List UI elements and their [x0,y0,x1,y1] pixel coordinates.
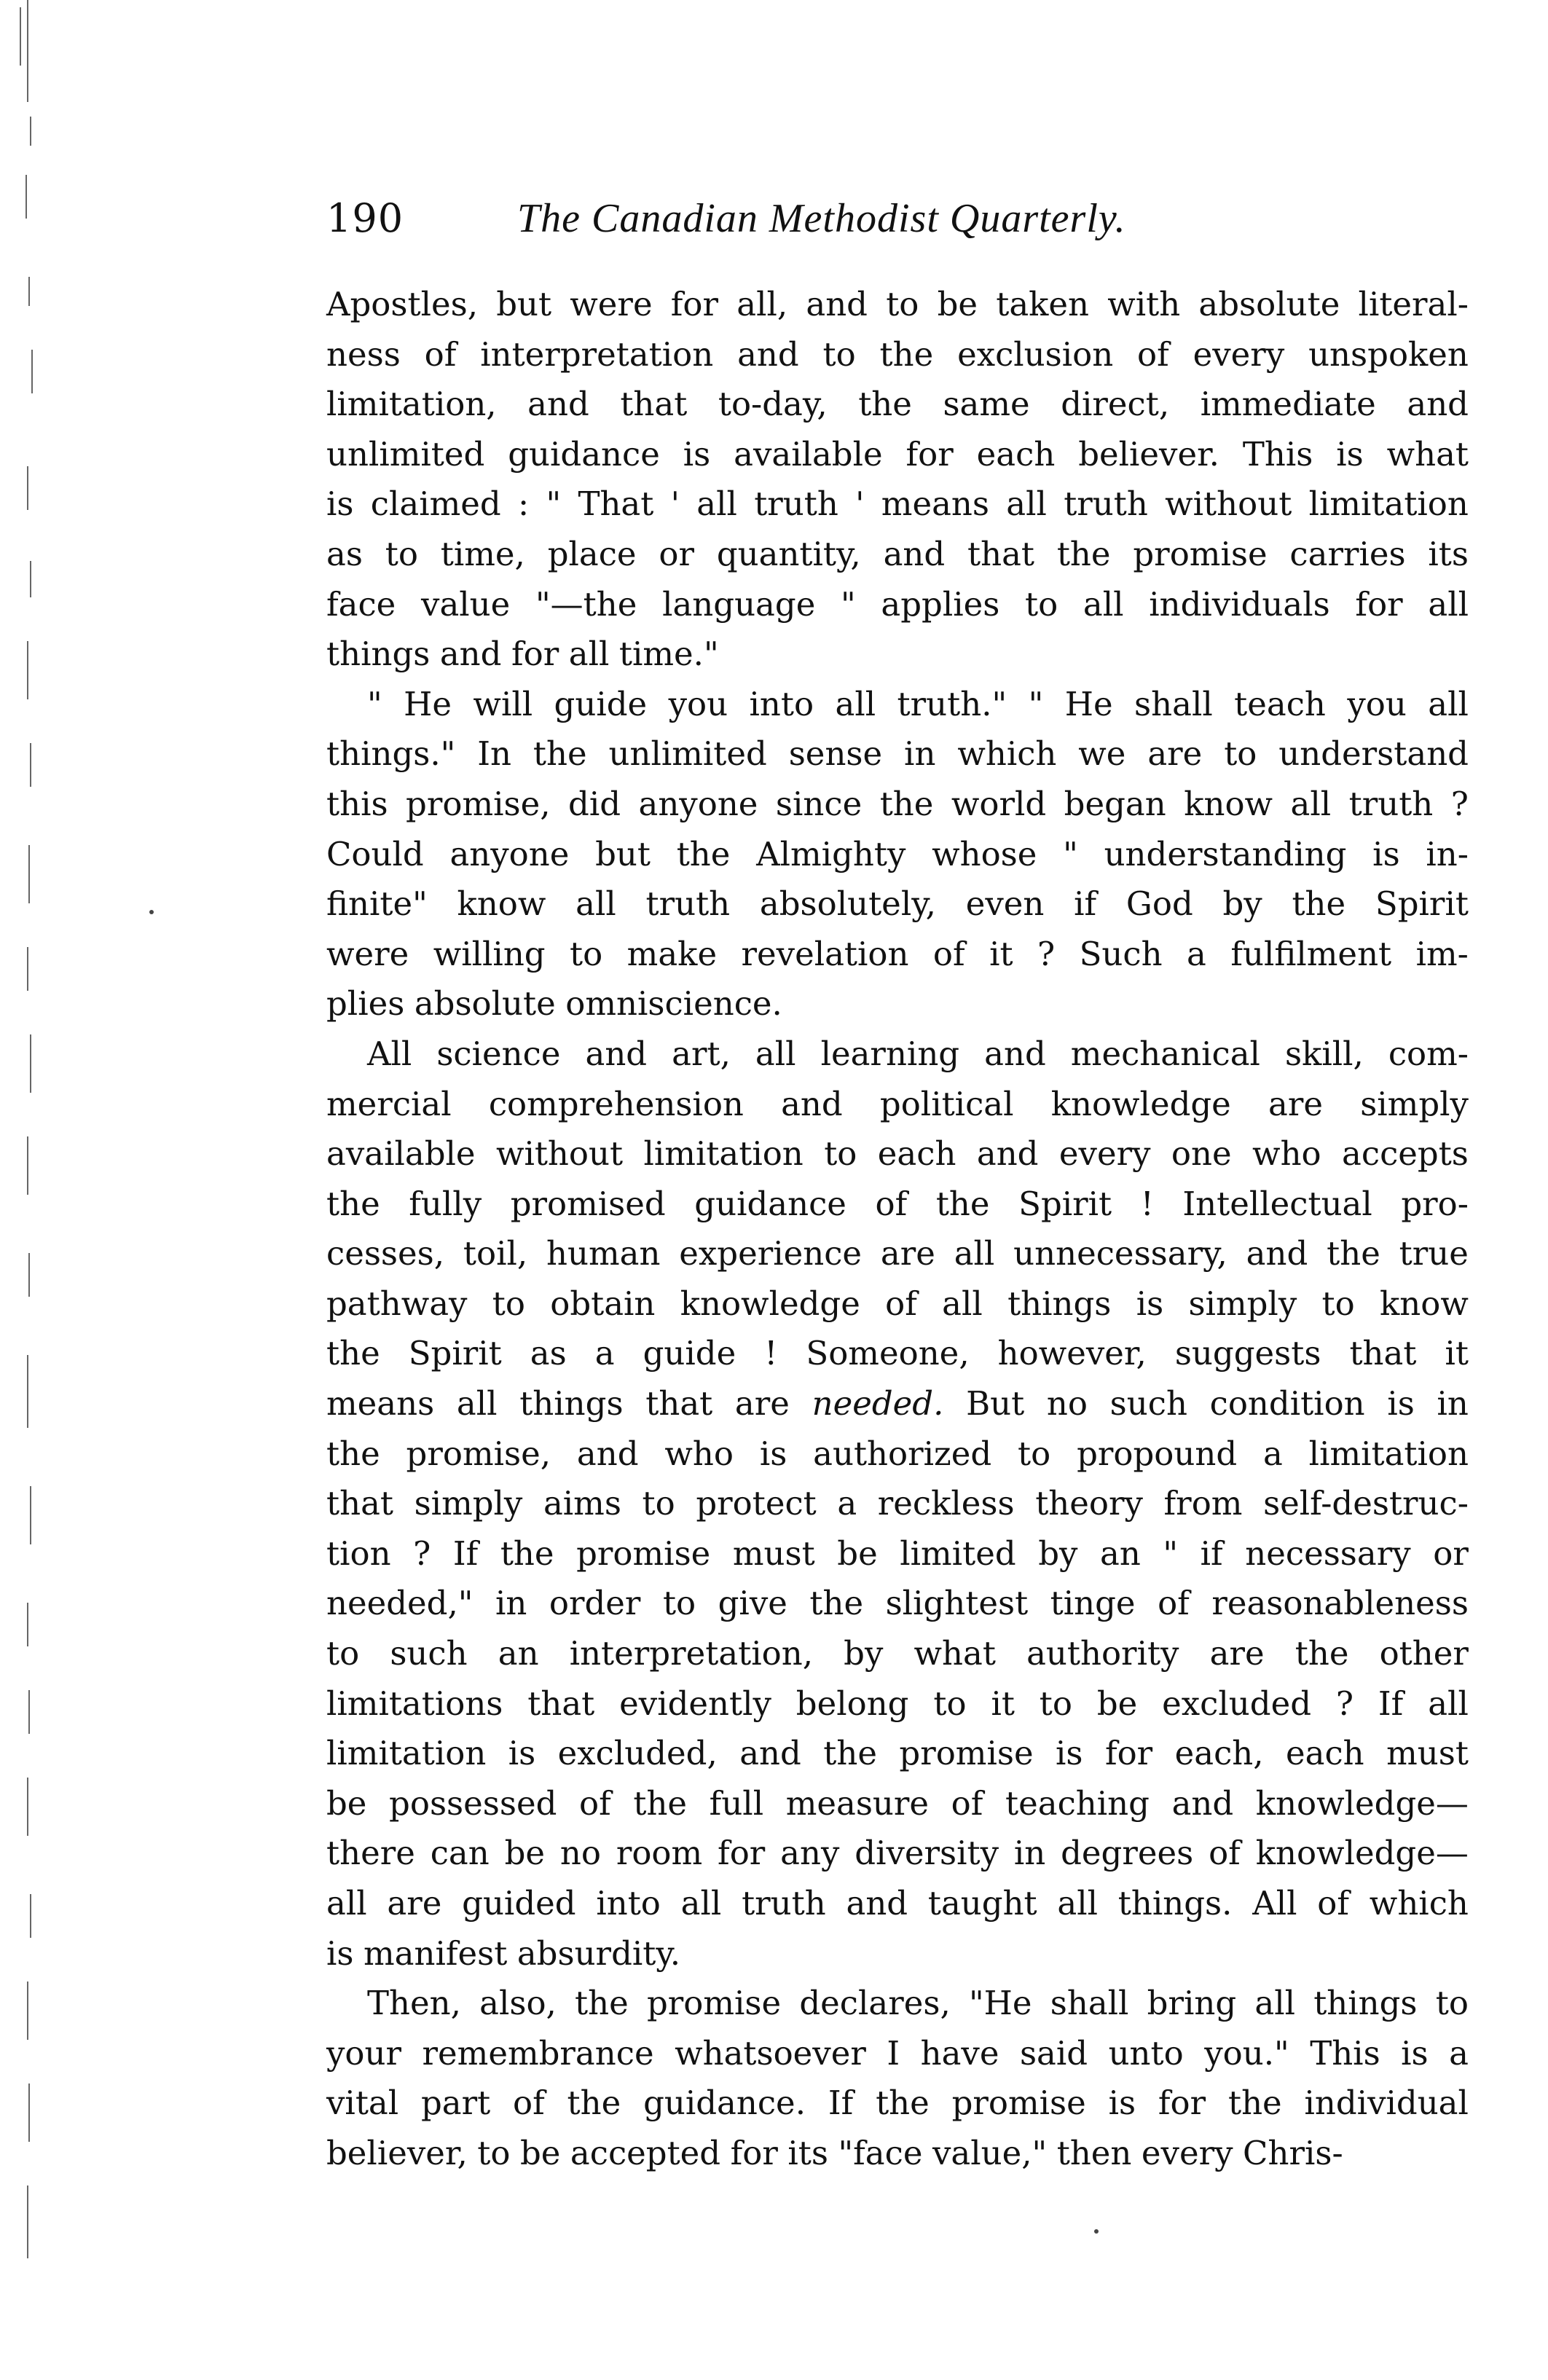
text-line: be possessed of the full measure of teaching and knowledge— [326,1783,1469,1823]
article-body [326,280,1469,2179]
text-line: All science and art, all learning and mechanical skill, com- [367,1034,1469,1073]
scan-gutter-edge [6,0,35,2380]
text-line: things and for all time." [326,635,719,674]
text-line: all are guided into all truth and taught all things. All of which [326,1884,1469,1923]
text-line: mercial comprehension and political knowledge are simply [326,1084,1469,1123]
paragraph [326,680,1469,1029]
text-line: needed," in order to give the slightest tinge of reasonableness [326,1584,1469,1623]
text-line: your remembrance whatsoever I have said unto you." This is a [326,2033,1469,2073]
text-line: means all things that are needed. But no such condition is in [326,1384,1469,1423]
text-line: the Spirit as a guide ! Someone, however, suggests that it [326,1334,1469,1373]
text-line: limitation is excluded, and the promise is for each, each must [326,1734,1469,1773]
running-header [326,195,1361,254]
text-line: believer, to be accepted for its "face value," then every Chris- [326,2133,1343,2172]
text-line: " He will guide you into all truth." " He shall teach you all [367,684,1469,723]
text-line: ness of interpretation and to the exclusion of every unspoken [326,334,1469,374]
text-line: is manifest absurdity. [326,1933,681,1973]
paragraph [326,1979,1469,2178]
text-line: as to time, place or quantity, and that the promise carries its [326,534,1469,573]
text-line: face value "—the language " applies to all individuals for all [326,584,1469,624]
text-line: pathway to obtain knowledge of all things is simply to know [326,1284,1469,1323]
text-line: to such an interpretation, by what authority are the other [326,1634,1469,1673]
text-line: were willing to make revelation of it ? Such a fulfilment im- [326,934,1469,973]
text-line: things." In the unlimited sense in which we are to understand [326,734,1469,774]
text-line: vital part of the guidance. If the promise is for the individual [326,2084,1469,2123]
text-line: limitation, and that to-day, the same direct, immediate and [326,385,1469,424]
text-line: Apostles, but were for all, and to be taken with absolute literal- [326,285,1469,323]
page-number: 190 [326,195,404,241]
text-line: Could anyone but the Almighty whose " understanding is in- [326,834,1469,873]
text-line: that simply aims to protect a reckless theory from self-destruc- [326,1484,1469,1523]
text-line: the promise, and who is authorized to propound a limitation [326,1434,1469,1473]
text-line: this promise, did anyone since the world began know all truth ? [326,784,1469,823]
text-line: available without limitation to each and every one who accepts [326,1134,1469,1174]
paragraph [326,1029,1469,1979]
text-line: Then, also, the promise declares, "He shall bring all things to [367,1984,1469,2023]
running-title: The Canadian Methodist Quarterly. [517,196,1126,241]
text-line: the fully promised guidance of the Spirit ! Intellectual pro- [326,1184,1469,1223]
text-line: is claimed : " That ' all truth ' means all truth without limitation [326,484,1469,524]
paragraph [326,280,1469,680]
text-line: limitations that evidently belong to it to be excluded ? If all [326,1684,1469,1723]
text-line: unlimited guidance is available for each believer. This is what [326,434,1469,474]
text-line: plies absolute omniscience. [326,984,782,1024]
text-line: there can be no room for any diversity in degrees of knowledge— [326,1834,1469,1873]
text-line: finite" know all truth absolutely, even if God by the Spirit [326,884,1469,924]
text-line: cesses, toil, human experience are all unnecessary, and the true [326,1234,1469,1273]
text-line: tion ? If the promise must be limited by an " if necessary or [326,1533,1469,1573]
